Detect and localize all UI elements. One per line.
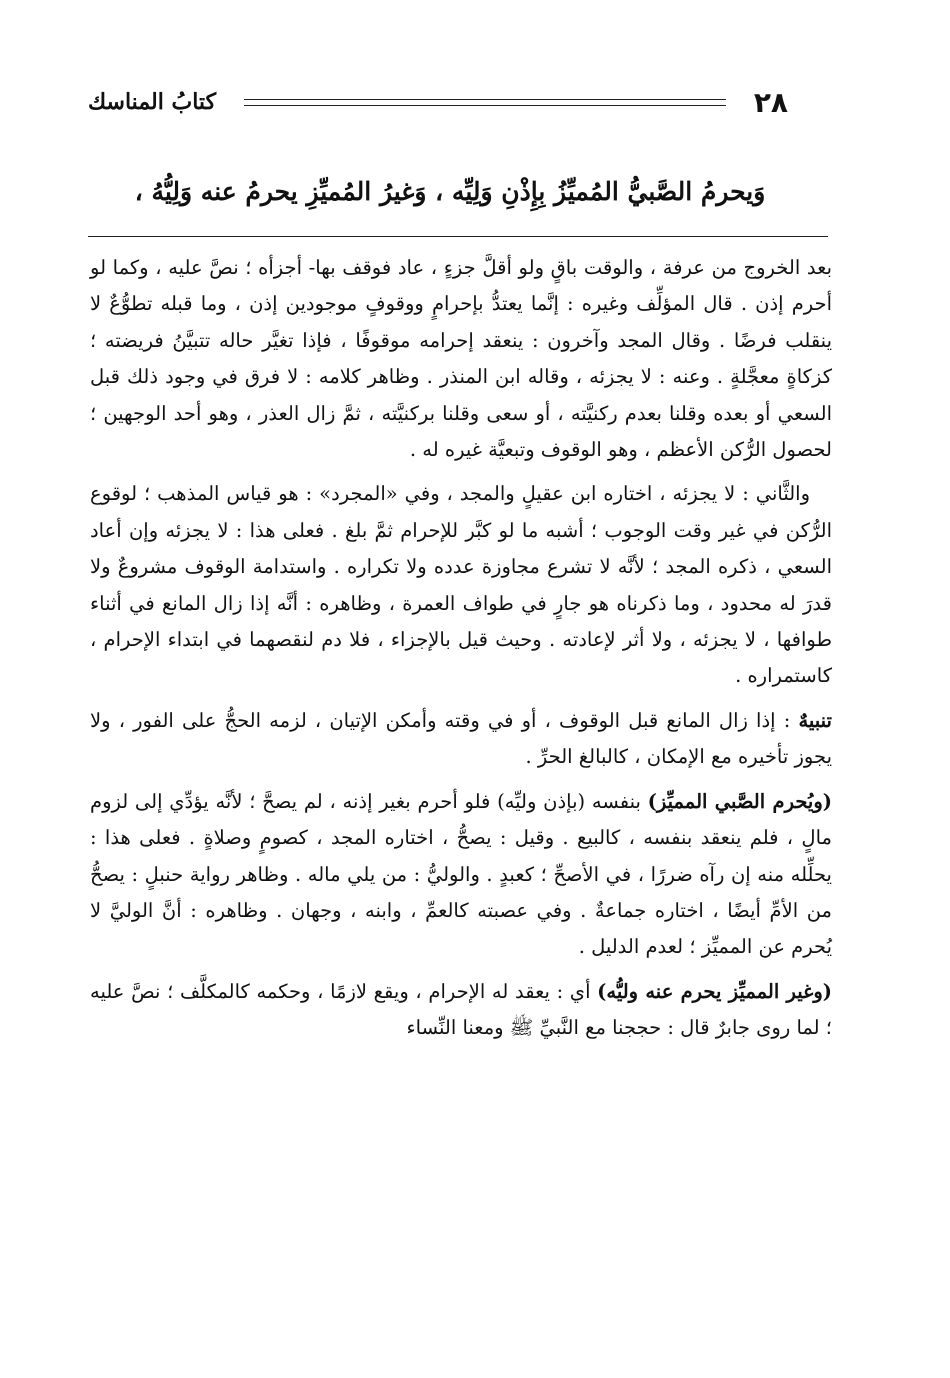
paragraph-5 — [90, 974, 832, 1047]
paragraph-text: بنفسه (بإذن وليِّه) فلو أحرم بغير إذنه ، لم يصحَّ ؛ لأنَّه يؤدِّي إلى لزوم مالٍ ، فلم ينعقد بنفسه ، كالبيع . وقيل : يصحُّ ، اختاره المجد ، كصومٍ وصلاةٍ . فعلى هذا : يحلِّله منه إن رآه ضررًا ، في الأصحِّ ؛ كعبدٍ . والوليُّ : من يلي ماله . وظاهر رواية حنبلٍ : يصحُّ من الأمِّ أيضًا ، اختاره جماعةٌ . وفي عصبته كالعمِّ ، وابنه ، وجهان . وظاهره : أنَّ الوليَّ لا يُحرم عن المميِّز ؛ لعدم الدليل . — [90, 789, 832, 959]
paragraph-lead: (وغير المميِّز يحرم عنه وليُّه) — [597, 979, 832, 1003]
paragraph-text: : إذا زال المانع قبل الوقوف ، أو في وقته وأمكن الإتيان ، لزمه الحجُّ على الفور ، ولا يجوز تأخيره مع الإمكان ، كالبالغ الحرِّ . — [90, 708, 832, 769]
paragraph-4 — [90, 784, 832, 966]
running-header — [88, 82, 788, 122]
paragraph-3 — [90, 703, 832, 776]
header-rule — [244, 99, 726, 106]
separator-line — [88, 236, 828, 237]
book-title: كتابُ المناسك — [88, 89, 217, 115]
paragraph-1 — [90, 250, 832, 468]
paragraph-2 — [90, 476, 832, 694]
commentary-body — [90, 250, 832, 1055]
paragraph-text: والثَّاني : لا يجزئه ، اختاره ابن عقيلٍ والمجد ، وفي «المجرد» : هو قياس المذهب ؛ لوقوع الرُّكن في غير وقت الوجوب ؛ أشبه ما لو كبَّر للإحرام ثمَّ بلغ . فعلى هذا : لا يجزئه وإن أعاد السعي ، ذكره المجد ؛ لأنَّه لا تشرع مجاوزة عدده ولا تكراره . واستدامة الوقوف مشروعٌ ولا قدرَ له محدود ، وما ذكرناه هو جارٍ في طواف العمرة ، وظاهره : أنَّه إذا زال المانع في أثناء طوافها ، لا يجزئه ، ولا أثر لإعادته . وحيث قيل بالإجزاء ، فلا دم لنقصهما في ابتداء الإحرام ، كاستمراره . — [90, 482, 832, 688]
paragraph-lead: تنبيهٌ — [798, 708, 832, 732]
paragraph-text: بعد الخروج من عرفة ، والوقت باقٍ ولو أقلَّ جزءٍ ، عاد فوقف بها- أجزأه ؛ نصَّ عليه ، وكما لو أحرم إذن . قال المؤلِّف وغيره : إنَّما يعتدُّ بإحرامٍ ووقوفٍ موجودين إذن ، وما قبله تطوُّعٌ لا ينقلب فرضًا . وقال المجد وآخرون : ينعقد إحرامه موقوفًا ، فإذا تغيَّر حاله تتبيَّنُ فريضته ؛ كزكاةٍ معجَّلةٍ . وعنه : لا يجزئه ، وقاله ابن المنذر . وظاهر كلامه : لا فرق في وجود ذلك قبل السعي أو بعده وقلنا بعدم ركنيَّته ، أو سعى وقلنا بركنيَّته ، ثمَّ زال العذر ، وهو أحد الوجهين ؛ لحصول الرُّكن الأعظم ، وهو الوقوف وتبعيَّة غيره له . — [90, 256, 832, 462]
paragraph-text: أي : يعقد له الإحرام ، ويقع لازمًا ، وحكمه كالمكلَّف ؛ نصَّ عليه ؛ لما روى جابرٌ قال : حججنا مع النَّبيِّ ﷺ ومعنا النِّساء — [90, 979, 832, 1040]
matn-text: وَيحرمُ الصَّبيُّ المُميِّزُ بِإِذْنِ وَلِيِّه ، وَغيرُ المُميِّزِ يحرمُ عنه وَلِيُّهُ ، — [134, 177, 766, 206]
page-number: ٢٨ — [753, 85, 788, 119]
paragraph-lead: (ويُحرم الصَّبي المميِّز) — [647, 789, 832, 813]
